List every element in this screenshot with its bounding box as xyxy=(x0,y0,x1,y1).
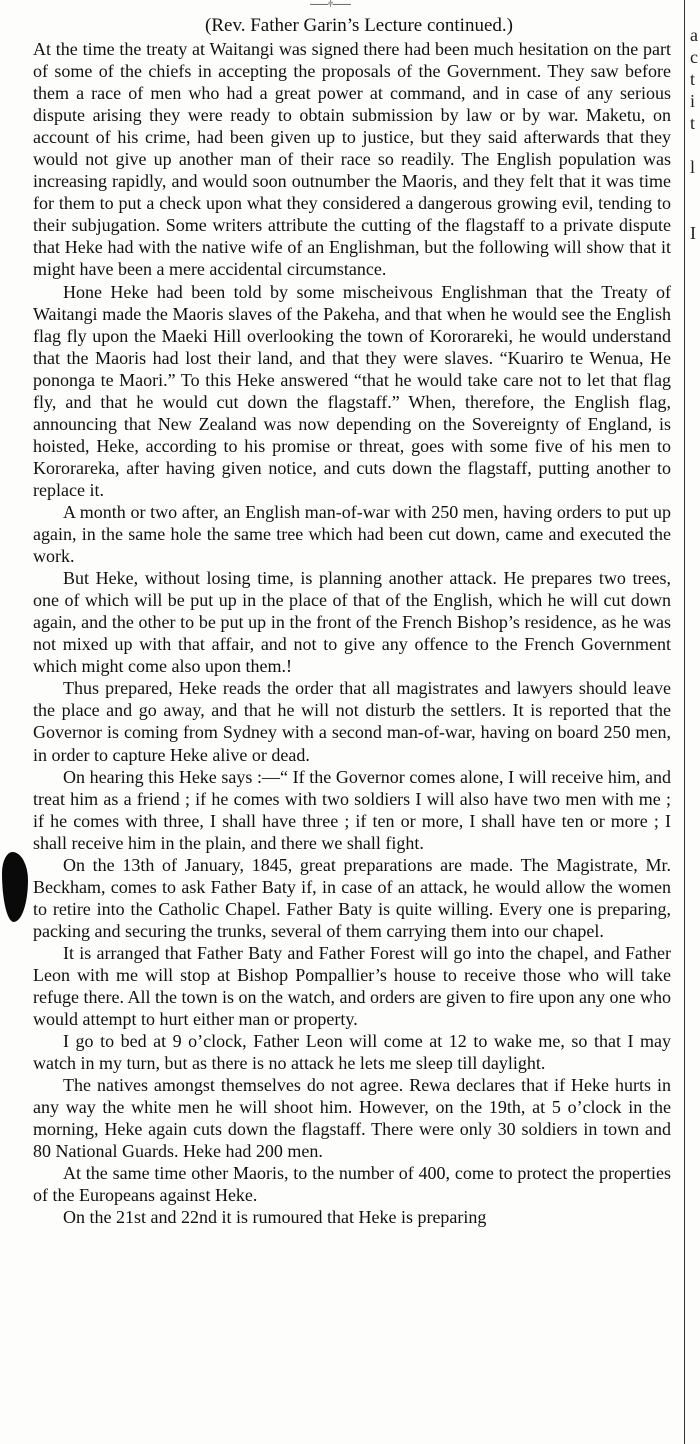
fragment: i xyxy=(690,91,696,111)
fragment: t xyxy=(690,113,696,133)
article-paragraph-7: On the 13th of January, 1845, great preparations are made. The Magistrate, Mr. Beckham, comes to ask Father Baty if, in case of an attack, he would allow the women to retire into the Catholic Chapel. Father Baty is quite willing. Every one is preparing, packing and securing the trunks, several of them carrying them into our chapel. xyxy=(33,854,671,941)
fragment: t xyxy=(690,69,696,89)
fragment xyxy=(690,178,700,200)
article-paragraph-1: At the time the treaty at Waitangi was signed there had been much hesitation on the part of some of the chiefs in accepting the proposals of the Government. They saw before them a race of men who had a great power at command, and in case of any serious dispute arising they were ready to obtain submission by law or by war. Maketu, on account of his crime, had been given up to justice, but they said afterwards that they would not give up another man of their race so readily. The English population was increasing rapidly, and would soon outnumber the Maoris, and they felt that it was time for them to put a check upon what they considered a dangerous growing evil, tending to their subjugation. Some writers attribute the cutting of the flagstaff to a private dispute that Heke had with the native wife of an Englishman, but the following will show that it might have been a mere accidental circumstance. xyxy=(33,39,671,280)
fragment: c xyxy=(690,47,698,67)
fragment xyxy=(690,200,700,222)
article-heading: (Rev. Father Garin’s Lecture continued.) xyxy=(205,15,513,36)
ink-blot xyxy=(2,852,28,922)
article-paragraph-12: On the 21st and 22nd it is rumoured that Heke is preparing xyxy=(63,1207,487,1228)
article-paragraph-8: It is arranged that Father Baty and Father Forest will go into the chapel, and Father Leon with me will stop at Bishop Pompallier’s house to receive those who will take refuge there. All the town is on the watch, and orders are given to fire upon any one who would attempt to hurt either man or property. xyxy=(33,942,671,1030)
article-paragraph-4: But Heke, without losing time, is planning another attack. He prepares two trees, one of which will be put up in the place of that of the English, which he will cut down again, and the other to be put up in the front of the French Bishop’s residence, as he was not mixed up with that affair, and not to give any offence to the French Government which might come also upon them.! xyxy=(33,568,671,677)
section-ornament: ——⫩—— xyxy=(309,0,351,10)
column-divider xyxy=(684,0,685,1444)
fragment: l xyxy=(690,157,696,177)
article-paragraph-6: On hearing this Heke says :—“ If the Governor comes alone, I will receive him, and treat him as a friend ; if he comes with two soldiers I will also have two men with me ; if he comes with three, I shall have three ; if ten or more, I shall have ten or more ; I shall receive him in the plain, and there we shall fight. xyxy=(33,766,671,853)
article-column xyxy=(33,14,671,1229)
fragment xyxy=(690,134,700,156)
article-paragraph-9: I go to bed at 9 o’clock, Father Leon will come at 12 to wake me, so that I may watch in my turn, but as there is no attack he lets me sleep till daylight. xyxy=(33,1031,671,1074)
article-paragraph-10: The natives amongst themselves do not agree. Rewa declares that if Heke hurts in any way the white men he will shoot him. However, on the 19th, at 5 o’clock in the morning, Heke again cuts down the flagstaff. There were only 30 soldiers in town and 80 National Guards. Heke had 200 men. xyxy=(33,1075,671,1162)
fragment: a xyxy=(690,25,698,45)
fragment: I xyxy=(690,223,696,243)
article-paragraph-3: A month or two after, an English man-of-war with 250 men, having orders to put up again, in the same hole the same tree which had been cut down, came and executed the work. xyxy=(33,501,671,567)
article-paragraph-5: Thus prepared, Heke reads the order that all magistrates and lawyers should leave the place and go away, and that he will not disturb the settlers. It is reported that the Governor is coming from Sydney with a second man-of-war, having on board 250 men, in order to capture Heke alive or dead. xyxy=(33,678,671,765)
adjacent-column-fragments xyxy=(690,24,700,244)
article-paragraph-2: Hone Heke had been told by some mischeivous Englishman that the Treaty of Waitangi made the Maoris slaves of the Pakeha, and that when he would see the English flag fly upon the Maeki Hill overlooking the town of Kororareki, he would understand that the Maoris had lost their land, and that they were slaves. “Kuariro te Wenua, He pononga te Maori.” To this Heke answered “that he would take care not to let that flag fly, and that he would cut down the flagstaff.” When, therefore, the English flag, announcing that New Zealand was now depending on the Sovereignty of England, is hoisted, Heke, according to his promise or threat, goes with some five of his men to Kororareka, after having given notice, and cuts down the flagstaff, putting another to replace it. xyxy=(33,281,671,500)
article-paragraph-11: At the same time other Maoris, to the number of 400, come to protect the properties of the Europeans against Heke. xyxy=(33,1163,671,1206)
